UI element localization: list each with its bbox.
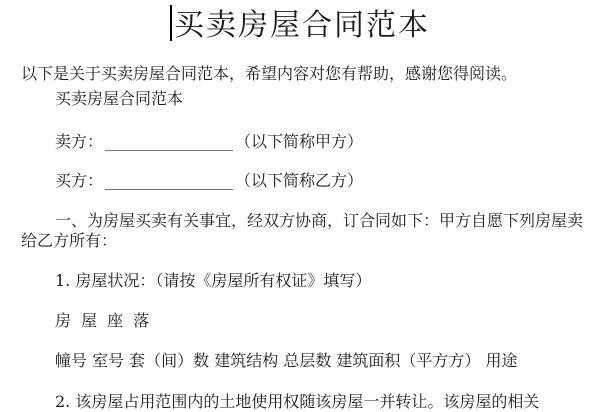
seller-suffix: （以下简称甲方）: [235, 132, 364, 151]
buyer-suffix: （以下简称乙方）: [235, 171, 364, 190]
document-title-row: [0, 5, 600, 46]
house-location-label: 房 屋 座 落: [55, 311, 150, 330]
document-title: 买卖房屋合同范本: [174, 8, 430, 43]
intro-paragraph: 以下是关于买卖房屋合同范本，希望内容对您有帮助，感谢您得阅读。: [21, 64, 518, 83]
document-subtitle: 买卖房屋合同范本: [55, 89, 184, 108]
buyer-label: 买方：: [55, 171, 104, 190]
clipped-bottom-line: 2. 该房屋占用范围内的土地使用权随该房屋一并转让。该房屋的相关: [55, 392, 540, 411]
text-cursor-caret: [170, 5, 172, 41]
clause-1-paragraph: 一、为房屋买卖有关事宜，经双方协商，订合同如下：甲方自愿下列房屋卖给乙方所有：: [21, 211, 584, 250]
seller-label: 卖方：: [55, 132, 104, 151]
buyer-fill-in-blank[interactable]: ________________: [105, 171, 234, 190]
buyer-line: [55, 171, 363, 191]
seller-line: [55, 132, 363, 152]
item-1-house-condition: 1. 房屋状况：（请按《房屋所有权证》填写）: [55, 271, 372, 290]
house-table-header: 幢号 室号 套（间）数 建筑结构 总层数 建筑面积（平方方） 用途: [55, 351, 518, 370]
seller-fill-in-blank[interactable]: ________________: [105, 132, 234, 151]
